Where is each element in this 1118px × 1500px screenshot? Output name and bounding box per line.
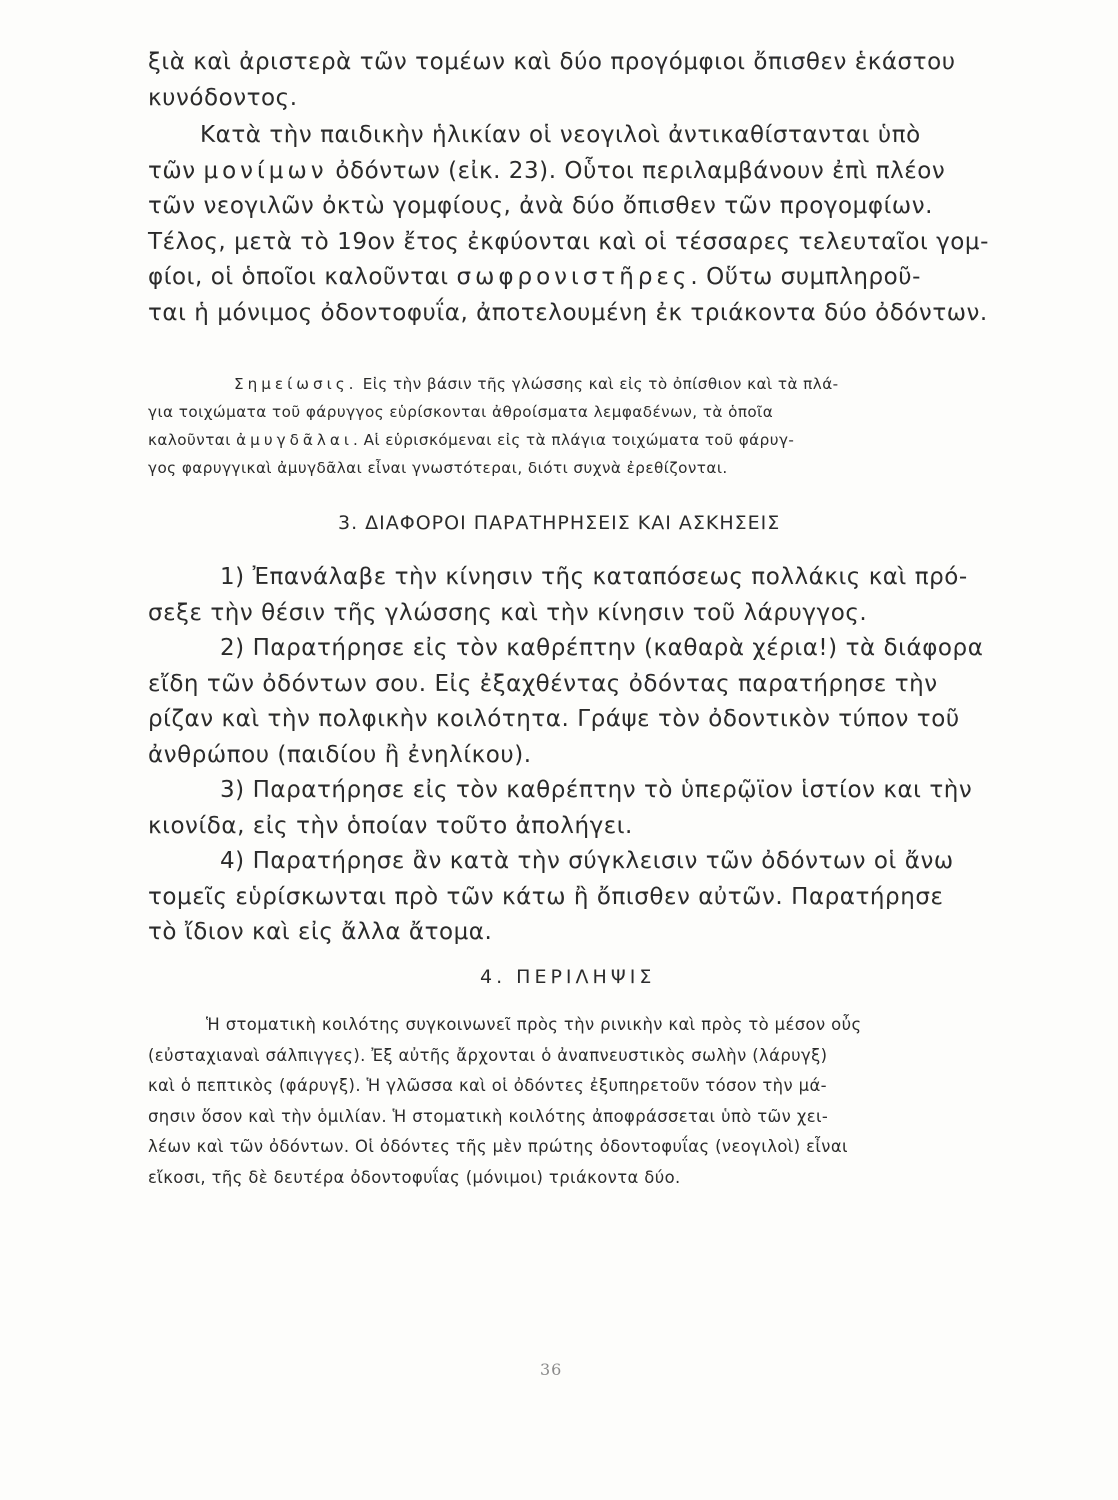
text-line: τὸ ἴδιον καὶ εἰς ἄλλα ἄτομα. [148, 919, 493, 945]
text-segment: . Οὕτω συμπληροῦ- [690, 264, 921, 290]
text-line: Κατὰ τὴν παιδικὴν ἡλικίαν οἱ νεογιλοὶ ἀντικαθίστανται ὑπὸ [200, 122, 921, 148]
text-line: κυνόδοντος. [148, 84, 298, 111]
paragraph-continuation [148, 45, 1018, 116]
text-line: ται ἡ μόνιμος ὀδοντοφυΐα, ἀποτελουμένη ἐκ τριάκοντα δύο ὀδόντων. [148, 299, 988, 326]
text-line: 3) Παρατήρησε εἰς τὸν καθρέπτην τὸ ὑπερῷϊον ἱστίον και τὴν [220, 777, 973, 803]
text-line: ἀνθρώπου (παιδίου ἢ ἐνηλίκου). [148, 741, 532, 768]
text-segment: ὀδόντων (εἰκ. 23). Οὗτοι περιλαμβάνουν ἐπὶ πλέον [327, 157, 946, 184]
spaced-term: μονίμων [203, 157, 328, 184]
text-line: λέων καὶ τῶν ὀδόντων. Οἱ ὀδόντες τῆς μὲν πρώτης ὀδοντοφυΐας (νεογιλοὶ) εἶναι [148, 1137, 849, 1156]
text-line: (εὐσταχιαναὶ σάλπιγγες). Ἐξ αὐτῆς ἄρχονται ὁ ἀναπνευστικὸς σωλὴν (λάρυγξ) [148, 1045, 828, 1065]
text-segment: καλοῦνται [148, 431, 237, 449]
text-line: τομεῖς εὑρίσκωνται πρὸ τῶν κάτω ἢ ὄπισθεν αὐτῶν. Παρατήρησε [148, 883, 944, 910]
text-line: γος φαρυγγικαὶ ἀμυγδᾶλαι εἶναι γνωστότεραι, διότι συχνὰ ἐρεθίζονται. [148, 459, 728, 477]
text-line: 2) Παρατήρησε εἰς τὸν καθρέπτην (καθαρὰ χέρια!) τὰ διάφορα [220, 635, 984, 661]
text-line [148, 370, 1018, 398]
text-line [148, 154, 1018, 190]
text-segment: Εἰς τὴν βάσιν τῆς γλώσσης καὶ εἰς τὸ ὀπίσθιον καὶ τὰ πλά- [357, 375, 839, 393]
text-line: για τοιχώματα τοῦ φάρυγγος εὑρίσκονται ἀθροίσματα λεμφαδένων, τὰ ὁποῖα [148, 403, 774, 421]
text-line: 1) Ἐπανάλαβε τὴν κίνησιν τῆς καταπόσεως πολλάκις καὶ πρό- [220, 564, 968, 590]
text-line: τῶν νεογιλῶν ὀκτὼ γομφίους, ἀνὰ δύο ὄπισθεν τῶν προγομφίων. [148, 193, 933, 219]
text-segment: φίοι, οἱ ὁποῖοι καλοῦνται [148, 264, 457, 290]
note-paragraph [148, 370, 1018, 482]
section-4-heading: 4. ΠΕΡΙΛΗΨΙΣ [480, 966, 656, 988]
text-line [148, 426, 1018, 454]
text-line: κιονίδα, εἰς τὴν ὁποίαν τοῦτο ἀπολήγει. [148, 812, 633, 839]
spaced-term: ἀμυγδᾶλαι [236, 431, 354, 449]
text-line: 4) Παρατήρησε ἂν κατὰ τὴν σύγκλεισιν τῶν ὀδόντων οἱ ἄνω [220, 848, 954, 874]
text-segment: . Αἱ εὑρισκόμεναι εἰς τὰ πλάγια τοιχώματα τοῦ φάρυγ- [353, 431, 795, 449]
text-line: εἴδη τῶν ὀδόντων σου. Εἰς ἐξαχθέντας ὀδόντας παρατήρησε τὴν [148, 670, 938, 697]
text-line [148, 260, 1018, 296]
section-3-heading: 3. ΔΙΑΦΟΡΟΙ ΠΑΡΑΤΗΡΗΣΕΙΣ ΚΑΙ ΑΣΚΗΣΕΙΣ [338, 512, 781, 534]
paragraph-permanent-teeth [148, 118, 1018, 331]
text-line: σησιν ὅσον καὶ τὴν ὁμιλίαν. Ἡ στοματικὴ κοιλότης ἀποφράσσεται ὑπὸ τῶν χει- [148, 1106, 829, 1126]
text-line: Τέλος, μετὰ τὸ 19ον ἔτος ἐκφύονται καὶ οἱ τέσσαρες τελευταῖοι γομ- [148, 228, 989, 255]
note-label: Σημείωσις. [234, 375, 358, 393]
text-line: σεξε τὴν θέσιν τῆς γλώσσης καὶ τὴν κίνησιν τοῦ λάρυγγος. [148, 599, 868, 626]
spaced-term: σωφρονιστῆρες [456, 264, 691, 290]
page-number: 36 [540, 1360, 563, 1379]
text-line: ρίζαν καὶ τὴν πολφικὴν κοιλότητα. Γράψε τὸν ὀδοντικὸν τύπον τοῦ [148, 706, 960, 732]
text-segment: τῶν [148, 157, 204, 184]
text-line: εἴκοσι, τῆς δὲ δευτέρα ὀδοντοφυΐας (μόνιμοι) τριάκοντα δύο. [148, 1167, 681, 1187]
text-line: ξιὰ καὶ ἀριστερὰ τῶν τομέων καὶ δύο προγόμφιοι ὄπισθεν ἑκάστου [148, 49, 956, 75]
text-line: Ἡ στοματικὴ κοιλότης συγκοινωνεῖ πρὸς τὴν ρινικὴν καὶ πρὸς τὸ μέσον οὖς [206, 1015, 862, 1034]
section-4-summary [148, 1010, 1018, 1193]
section-3-exercises [148, 560, 1018, 951]
text-line: καὶ ὁ πεπτικὸς (φάρυγξ). Ἡ γλῶσσα καὶ οἱ ὀδόντες ἐξυπηρετοῦν τόσον τὴν μά- [148, 1076, 827, 1095]
